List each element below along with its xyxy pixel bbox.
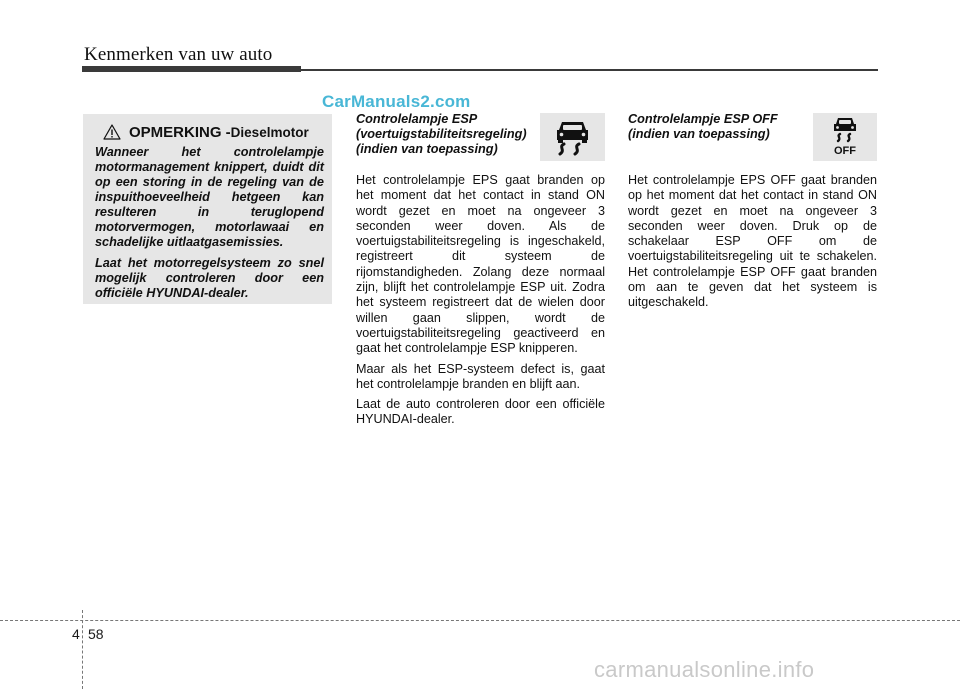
esp-paragraph-2: Maar als het ESP-systeem defect is, gaat het controlelampje branden en blijft aan. [356,361,605,391]
esp-skid-car-icon [540,113,605,161]
esp-paragraph-1: Het controlelampje EPS gaat branden op het moment dat het contact in stand ON wordt gezet en moet na ongeveer 3 seconden weer doven. Als de voertuigstabiliteitsregeling is ingeschakeld, registreert dit systeem de rijomstandigheden. Zolang deze normaal zijn, blijft het controlelampje ESP uit. Zodra het systeem registreert dat de wielen door willen gaan slippen, wordt de voertuigstabiliteitsregeling geactiveerd en gaat het controlelampje ESP knipperen. [356,173,605,356]
header-rule-thin [301,69,878,71]
note-title: OPMERKING - [129,123,231,141]
esp-indicator-box [540,113,605,161]
esp-off-indicator-box [813,113,877,161]
esp-section-title: Controlelampje ESP (voertuigstabiliteitsregeling) (indien van toepassing) [356,112,527,156]
note-box-diesel [83,114,332,304]
esp-off-paragraph-1: Het controlelampje EPS OFF gaat branden op het moment dat het contact in stand ON wordt gezet en moet na ongeveer 3 seconden weer doven. Druk op de schakelaar ESP OFF om de voertuigstabiliteitsregeling uit te schakelen. Het controlelampje ESP OFF gaat branden om aan te geven dat het systeem is uitgeschakeld. [628,173,877,310]
watermark-carmanualsonline: carmanualsonline.info [594,657,815,682]
esp-body [356,173,605,433]
esp-off-icon-label: OFF [834,145,856,157]
esp-off-section-title: Controlelampje ESP OFF (indien van toepassing) [628,112,778,141]
esp-off-icon [813,113,877,161]
note-title-suffix: Dieselmotor [230,124,309,140]
note-paragraph-1: Wanneer het controlelampje motormanagement knippert, duidt dit op een storing in de regeling van de inspuithoeveelheid hetgeen kan resulteren in teruglopend motorvermogen, motorlawaai en schadelijke uitlaatgasemissies. [95,145,324,249]
footer-crop-line-horizontal [0,620,960,622]
header-rule-thick [82,66,301,72]
esp-paragraph-3: Laat de auto controleren door een officiële HYUNDAI-dealer. [356,397,605,427]
esp-off-body [628,173,877,316]
page-header-title: Kenmerken van uw auto [84,44,273,65]
watermark-carmanuals2: CarManuals2.com [322,92,471,111]
footer-crop-line-vertical [82,610,84,689]
note-header [95,122,324,142]
chapter-number: 4 [72,626,80,642]
note-paragraph-2: Laat het motorregelsysteem zo snel mogelijk controleren door een officiële HYUNDAI-dealer. [95,256,324,300]
warning-triangle-icon [103,124,121,140]
page-number: 58 [88,626,104,642]
